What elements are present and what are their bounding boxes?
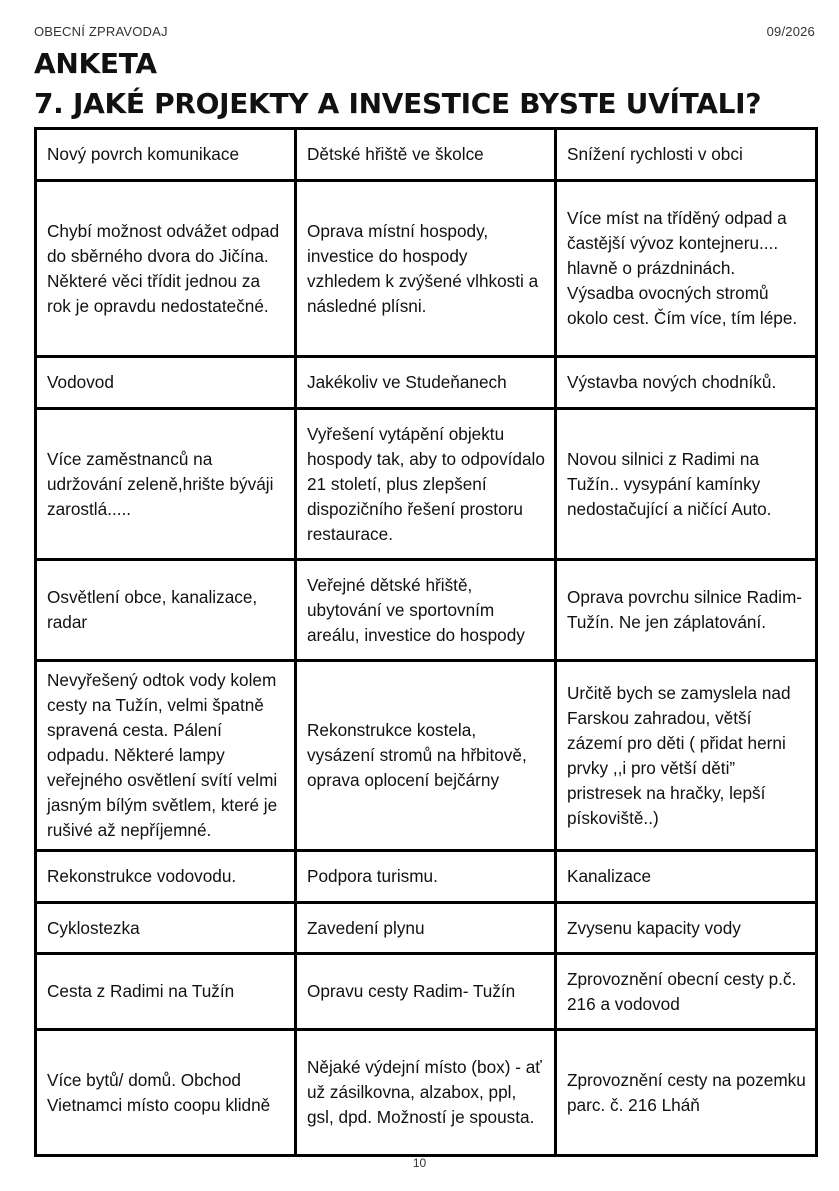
table-cell: Osvětlení obce, kanalizace, radar (36, 560, 296, 661)
table-row (36, 560, 817, 661)
table-cell: Nový povrch komunikace (36, 129, 296, 181)
table-cell: Podpora turismu. (296, 851, 556, 903)
table-cell: Oprava povrchu silnice Radim-Tužín. Ne jen záplatování. (556, 560, 817, 661)
table-cell: Vyřešení vytápění objektu hospody tak, aby to odpovídalo 21 století, plus zlepšení dispozičního řešení prostoru restaurace. (296, 409, 556, 560)
table-cell: Cyklostezka (36, 903, 296, 954)
table-cell: Jakékoliv ve Studeňanech (296, 357, 556, 409)
table-cell: Opravu cesty Radim- Tužín (296, 954, 556, 1030)
table-cell: Kanalizace (556, 851, 817, 903)
table-cell: Cesta z Radimi na Tužín (36, 954, 296, 1030)
table-cell: Snížení rychlosti v obci (556, 129, 817, 181)
table-row (36, 851, 817, 903)
table-cell: Více míst na tříděný odpad a častější vývoz kontejneru.... hlavně o prázdninách. Výsadba ovocných stromů okolo cest. Čím více, tím lépe. (556, 181, 817, 357)
table-row (36, 1030, 817, 1156)
table-cell: Vodovod (36, 357, 296, 409)
table-row (36, 661, 817, 851)
table-cell: Nějaké výdejní místo (box) - ať už zásilkovna, alzabox, ppl, gsl, dpd. Možností je spousta. (296, 1030, 556, 1156)
table-cell: Více bytů/ domů. Obchod Vietnamci místo coopu klidně (36, 1030, 296, 1156)
newsletter-name: OBECNÍ ZPRAVODAJ (34, 24, 168, 39)
table-cell: Novou silnici z Radimi na Tužín.. vysypání kamínky nedostačující a ničící Auto. (556, 409, 817, 560)
table-row (36, 409, 817, 560)
table-row (36, 129, 817, 181)
table-cell: Oprava místní hospody, investice do hospody vzhledem k zvýšené vlhkosti a následné plísni. (296, 181, 556, 357)
table-row (36, 357, 817, 409)
table-row (36, 954, 817, 1030)
table-row (36, 181, 817, 357)
table-cell: Zprovoznění obecní cesty p.č. 216 a vodovod (556, 954, 817, 1030)
survey-answers-table (34, 127, 818, 1157)
table-cell: Výstavba nových chodníků. (556, 357, 817, 409)
table-cell: Dětské hřiště ve školce (296, 129, 556, 181)
table-cell: Zprovoznění cesty na pozemku parc. č. 216 Lháň (556, 1030, 817, 1156)
table-cell: Více zaměstnanců na udržování zeleně,hrište býváji zarostlá..... (36, 409, 296, 560)
table-cell: Rekonstrukce kostela, vysázení stromů na hřbitově, oprava oplocení bejčárny (296, 661, 556, 851)
title-line-2: 7. JAKÉ PROJEKTY A INVESTICE BYSTE UVÍTALI? (34, 87, 762, 120)
title-line-1: ANKETA (34, 47, 157, 80)
table-cell: Zavedení plynu (296, 903, 556, 954)
table-cell: Rekonstrukce vodovodu. (36, 851, 296, 903)
page-title (34, 44, 761, 124)
table-cell: Chybí možnost odvážet odpad do sběrného dvora do Jičína. Některé věci třídit jednou za rok je opravdu nedostatečné. (36, 181, 296, 357)
table-row (36, 903, 817, 954)
table-cell: Určitě bych se zamyslela nad Farskou zahradou, větší zázemí pro děti ( přidat herni prvky ,,i pro větší děti” pristresek na hračky, lepší pískoviště..) (556, 661, 817, 851)
table-cell: Veřejné dětské hřiště, ubytování ve sportovním areálu, investice do hospody (296, 560, 556, 661)
issue-date: 09/2026 (766, 24, 815, 39)
table-cell: Nevyřešený odtok vody kolem cesty na Tužín, velmi špatně spravená cesta. Pálení odpadu. Některé lampy veřejného osvětlení svítí velmi jasným bílým světlem, které je rušivé až nepříjemné. (36, 661, 296, 851)
page-number: 10 (412, 1156, 427, 1170)
table-cell: Zvysenu kapacity vody (556, 903, 817, 954)
